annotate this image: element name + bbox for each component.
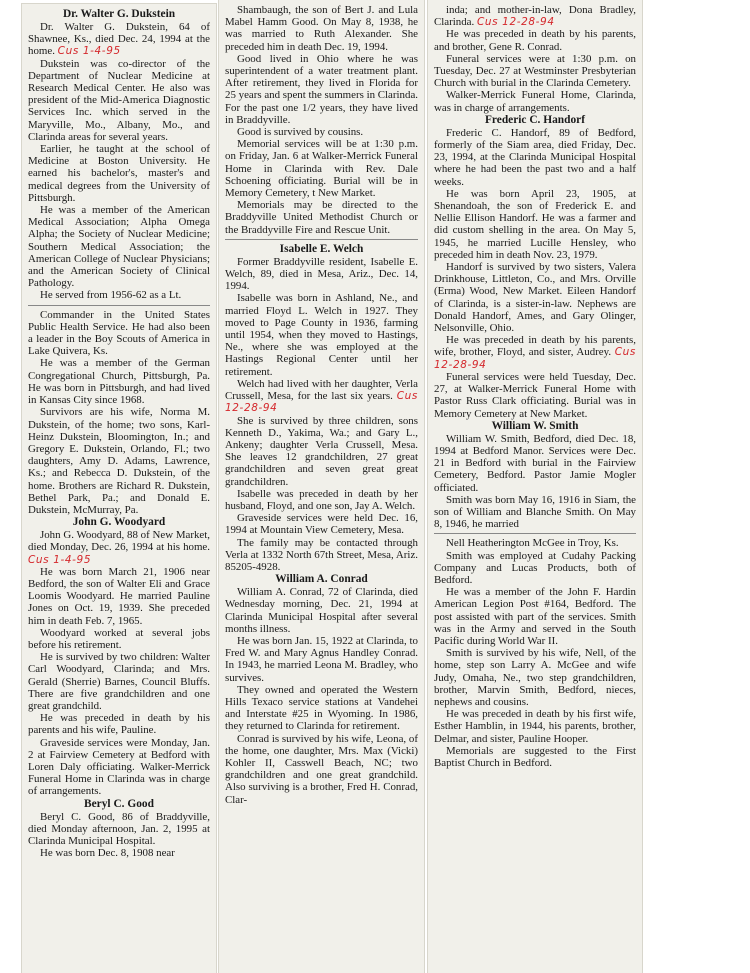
column-2 xyxy=(219,0,424,806)
handwritten-note: Cus 1-4-95 xyxy=(28,553,92,566)
paragraph-text: Memorials may be directed to the Braddyville United Methodist Church or the Braddyville Fire and Rescue Unit. xyxy=(225,199,418,236)
obituary-paragraph xyxy=(434,4,636,28)
paragraph-text: Funeral services were at 1:30 p.m. on Tuesday, Dec. 27 at Westminster Presbyterian Church with burial in the Clarinda Cemetery. xyxy=(434,52,636,90)
paragraph-text: He is survived by two children: Walter Carl Woodyard, Clarinda; and Mrs. Gerald (Sherrie) Barnes, Council Bluffs. There are five grandchildren and one great grandchild. xyxy=(28,651,210,712)
obituary-paragraph xyxy=(28,529,210,566)
obituary-paragraph xyxy=(225,635,418,684)
paragraph-text: Conrad is survived by his wife, Leona, of the home, one daughter, Mrs. Max (Vicki) Kohler II, Casswell Beach, NC; two grandchildren and one great grandchild. Also surviving is a brother, Fred H. Conrad, Clar- xyxy=(225,732,418,806)
obituary-paragraph xyxy=(225,684,418,733)
obituary-heading: William A. Conrad xyxy=(275,573,368,586)
obituary-paragraph xyxy=(28,406,210,516)
paragraph-text: He served from 1956-62 as a Lt. xyxy=(40,289,182,302)
paragraph-text: Walker-Merrick Funeral Home, Clarinda, was in charge of arrangements. xyxy=(434,89,636,114)
paragraph-text: Survivors are his wife, Norma M. Dukstein, of the home; two sons, Karl-Heinz Dukstein, Bloomington, In.; and Gregory E. Dukstein, Orlando, Fl.; two daughters, Amy D. Adams, Lawrence, Ks.; and Rebecca D. Dukstein, of the home. Brothers are Richard R. Dukstein, Bethel Park, Pa.; and Donald E. Dukstein, McMurray, Pa. xyxy=(28,406,210,516)
obituary-paragraph xyxy=(434,494,636,531)
paragraph-text: Isabelle was born in Ashland, Ne., and married Floyd L. Welch in 1927. They moved to Page County in 1936, farming until 1954, when they moved to Hastings, Ne., where she was employed at the Hastings Regional Center until her retirement. xyxy=(225,292,418,378)
paragraph-text: Commander in the United States Public Health Service. He had also been a leader in the Boy Scouts of America in Lake Quivera, Ks. xyxy=(28,308,210,358)
handwritten-note: Cus 12-28-94 xyxy=(476,16,555,29)
paragraph-text: Graveside services were held Dec. 16, 1994 at Mountain View Cemetery, Mesa. xyxy=(225,512,418,537)
obituary-paragraph xyxy=(434,371,636,420)
clipping-divider xyxy=(434,533,636,534)
paragraph-text: Smith is survived by his wife, Nell, of the home, step son Larry A. McGee and wife Judy, Omaha, Ne., two step grandchildren, brother, Marvin Smith, Bedford, nieces, nephews and cousins. xyxy=(434,647,636,708)
paragraph-text: Former Braddyville resident, Isabelle E. Welch, 89, died in Mesa, Ariz., Dec. 14, 1994. xyxy=(225,255,418,293)
clipping-divider xyxy=(28,305,210,306)
obituary-clipping-column-1 xyxy=(22,4,216,973)
obituary-paragraph xyxy=(434,708,636,745)
paragraph-text: He was born March 21, 1906 near Bedford, the son of Walter Eli and Grace Loomis Woodyard. He married Pauline Jones on Oct. 19, 1939. She preceded him in death Feb. 7, 1965. xyxy=(28,565,210,627)
obituary-heading: Frederic C. Handorf xyxy=(484,113,586,126)
paragraph-text: He was born Dec. 8, 1908 near xyxy=(40,847,175,860)
column-1 xyxy=(22,4,216,859)
clipping-divider xyxy=(225,239,418,240)
obituary-paragraph xyxy=(434,28,636,52)
column-3 xyxy=(428,0,642,769)
obituary-paragraph xyxy=(434,188,636,261)
obituary-paragraph xyxy=(225,378,418,415)
obituary-paragraph xyxy=(28,566,210,627)
paragraph-text: Shambaugh, the son of Bert J. and Lula Mabel Hamm Good. On May 8, 1938, he was married to Ruth Alexander. She preceded him in death Dec. 19, 1994. xyxy=(225,4,418,53)
obituary-heading: Isabelle E. Welch xyxy=(279,242,364,255)
obituary-paragraph xyxy=(28,58,210,143)
obituary-paragraph xyxy=(434,53,636,90)
obituary-paragraph xyxy=(225,256,418,293)
obituary-paragraph xyxy=(434,537,636,549)
obituary-paragraph xyxy=(434,433,636,494)
paragraph-text: Dr. Walter G. Dukstein, 64 of Shawnee, Ks., died Dec. 24, 1994 at the home. xyxy=(28,21,210,58)
paragraph-text: Memorial services will be at 1:30 p.m. on Friday, Jan. 6 at Walker-Merrick Funeral Home in Clarinda with Rev. Dale Schoening officiating. Burial will be in Memory Cemetery, t New Market. xyxy=(225,138,418,200)
paragraph-text: Handorf is survived by two sisters, Valera Drinkhouse, Littleton, Co., and Mrs. Orville (Erma) Wood, New Market. Eileen Handorf of Clarinda, is a sister-in-law. Nephews are Donald Handorf, Ames, and Gary Olinger, Nelsonville, Ohio. xyxy=(434,261,636,335)
paragraph-text: Smith was employed at Cudahy Packing Company and Lucas Products, both of Bedford. xyxy=(434,549,636,586)
obituary-clipping-column-2 xyxy=(219,0,424,973)
paragraph-text: He was born April 23, 1905, at Shenandoah, the son of Frederick E. and Nellie Ellison Handorf. He was a farmer and did custom shelling in the area. On May 5, 1945, he married Lucille Hensley, who preceded him in death Nov. 23, 1979. xyxy=(434,187,636,261)
obituary-paragraph xyxy=(28,737,210,798)
obituary-paragraph xyxy=(28,289,210,301)
obituary-paragraph xyxy=(28,21,210,58)
obituary-paragraph xyxy=(434,550,636,587)
obituary-paragraph xyxy=(225,126,418,138)
obituary-clipping-column-3 xyxy=(428,0,642,973)
obituary-paragraph xyxy=(434,647,636,708)
obituary-heading: William W. Smith xyxy=(491,419,579,432)
handwritten-note: Cus 12-28-94 xyxy=(434,346,636,371)
obituary-paragraph xyxy=(225,199,418,236)
obituary-paragraph xyxy=(225,586,418,635)
obituary-paragraph xyxy=(434,127,636,188)
obituary-paragraph xyxy=(434,745,636,769)
paragraph-text: Good is survived by cousins. xyxy=(237,126,364,139)
paragraph-text: He was a member of the John F. Hardin American Legion Post #164, Bedford. The post assisted with part of the services. Smith was in the Army and served in the South Pacific during World War II. xyxy=(434,586,636,647)
paragraph-text: He was preceded in death by his parents, and brother, Gene R. Conrad. xyxy=(434,28,636,53)
obituary-paragraph xyxy=(225,138,418,199)
obituary-heading: Beryl C. Good xyxy=(84,797,154,810)
paragraph-text: Welch had lived with her daughter, Verla Crussell, Mesa, for the last six years. xyxy=(225,377,418,403)
paragraph-text: He was preceded in death by his first wife, Esther Hamblin, in 1944, his parents, brother, Delmar, and sister, Pauline Hooper. xyxy=(434,708,636,745)
paragraph-text: Woodyard worked at several jobs before his retirement. xyxy=(28,626,210,651)
paragraph-text: She is survived by three children, sons Kenneth D., Yakima, Wa.; and Gary L., Ankeny; daughter Verla Crussell, Mesa. She leaves 12 grandchildren, 27 great grandchildren and seven great great grandchildren. xyxy=(225,414,418,488)
obituary-paragraph xyxy=(225,512,418,536)
obituary-paragraph xyxy=(28,847,210,859)
paragraph-text: inda; and mother-in-law, Dona Bradley, Clarinda. xyxy=(434,4,636,29)
paragraph-text: Good lived in Ohio where he was superintendent of a water treatment plant. After retirement, they lived in Florida for 25 years and spent the summers in Clarinda. For the past one 1/2 years, they have lived in Braddyville. xyxy=(225,52,418,126)
obituary-heading: Dr. Walter G. Dukstein xyxy=(62,8,176,20)
paragraph-text: He was a member of the American Medical Association; Alpha Omega Alpha; the Society of Nuclear Medicine; Southern Medical Association; the American College of Nuclear Physicians; and the American Society of Clinical Pathology. xyxy=(28,204,210,290)
obituary-paragraph xyxy=(225,537,418,574)
obituary-paragraph xyxy=(225,733,418,806)
paragraph-text: William W. Smith, Bedford, died Dec. 18, 1994 at Bedford Manor. Services were Dec. 21 in Bedford with burial in the Fairview Cemetery, Bedford. Pastor Jamie Mogler officiated. xyxy=(434,432,636,494)
paragraph-text: William A. Conrad, 72 of Clarinda, died Wednesday morning, Dec. 21, 1994 at Clarinda Municipal Hospital after several months illness. xyxy=(225,586,418,635)
obituary-paragraph xyxy=(28,309,210,358)
obituary-paragraph xyxy=(434,586,636,647)
obituary-paragraph xyxy=(225,53,418,126)
obituary-paragraph xyxy=(225,488,418,512)
obituary-paragraph xyxy=(28,651,210,712)
obituary-paragraph xyxy=(28,811,210,848)
paragraph-text: Nell Heatherington McGee in Troy, Ks. xyxy=(446,537,619,550)
paragraph-text: He was preceded in death by his parents and his wife, Pauline. xyxy=(28,712,210,737)
obituary-paragraph xyxy=(434,261,636,334)
paragraph-text: Smith was born May 16, 1916 in Siam, the son of William and Blanche Smith. On May 8, 1946, he married xyxy=(434,493,636,531)
paragraph-text: Beryl C. Good, 86 of Braddyville, died Monday afternoon, Jan. 2, 1995 at Clarinda Municipal Hospital. xyxy=(28,810,210,847)
paragraph-text: Dukstein was co-director of the Department of Nuclear Medicine at Research Medical Center. He also was president of the Mid-America Diagnostic Services Inc. which served in the Maryville, Mo., Albany, Mo., and Clarinda areas for several years. xyxy=(28,57,210,143)
handwritten-note: Cus 12-28-94 xyxy=(225,390,418,415)
paragraph-text: Isabelle was preceded in death by her husband, Floyd, and one son, Jay A. Welch. xyxy=(225,487,418,512)
paragraph-text: He was preceded in death by his parents, wife, brother, Floyd, and sister, Audrey. xyxy=(434,334,636,359)
paragraph-text: The family may be contacted through Verla at 1332 North 67th Street, Mesa, Ariz. 85205-4928. xyxy=(225,536,418,573)
paragraph-text: Frederic C. Handorf, 89 of Bedford, formerly of the Siam area, died Friday, Dec. 23, 1994, at the Clarinda Municipal Hospital where he had been the past two and a half weeks. xyxy=(434,126,636,188)
obituary-paragraph xyxy=(28,357,210,406)
obituary-paragraph xyxy=(434,89,636,113)
paragraph-text: Memorials are suggested to the First Baptist Church in Bedford. xyxy=(434,744,636,769)
obituary-paragraph xyxy=(225,292,418,377)
obituary-heading: John G. Woodyard xyxy=(72,516,166,529)
obituary-paragraph xyxy=(434,334,636,371)
obituary-paragraph xyxy=(225,415,418,488)
paragraph-text: He was a member of the German Congregational Church, Pittsburgh, Pa. He was born in Pittsburgh, and had lived in Kansas City since 1968. xyxy=(28,357,210,407)
obituary-paragraph xyxy=(28,627,210,651)
obituary-paragraph xyxy=(28,143,210,204)
paragraph-text: Funeral services were held Tuesday, Dec. 27, at Walker-Merrick Funeral Home with Pastor Russ Clark officiating. Burial was in Memory Cemetery at New Market. xyxy=(434,370,636,420)
paragraph-text: Earlier, he taught at the school of Medicine at Boston University. He earned his bachelor's, master's and medical degrees from the University of Pittsburgh. xyxy=(28,143,210,204)
obituary-paragraph xyxy=(28,712,210,736)
paragraph-text: John G. Woodyard, 88 of New Market, died Monday, Dec. 26, 1994 at his home. xyxy=(28,529,210,554)
paragraph-text: They owned and operated the Western Hills Texaco service stations at Vandehei and Interstate #25 in Wyoming. In 1986, they returned to Clarinda for retirement. xyxy=(225,683,418,733)
obituary-paragraph xyxy=(225,4,418,53)
paragraph-text: Graveside services were Monday, Jan. 2 at Fairview Cemetery at Bedford with Loren Daly officiating. Walker-Merrick Funeral Home in Clarinda was in charge of arrangements. xyxy=(28,736,210,798)
obituary-paragraph xyxy=(28,204,210,289)
paragraph-text: He was born Jan. 15, 1922 at Clarinda, to Fred W. and Mary Agnus Handley Conrad. In 1943, he married Leona M. Bradley, who survives. xyxy=(225,634,418,684)
handwritten-note: Cus 1-4-95 xyxy=(57,45,121,58)
